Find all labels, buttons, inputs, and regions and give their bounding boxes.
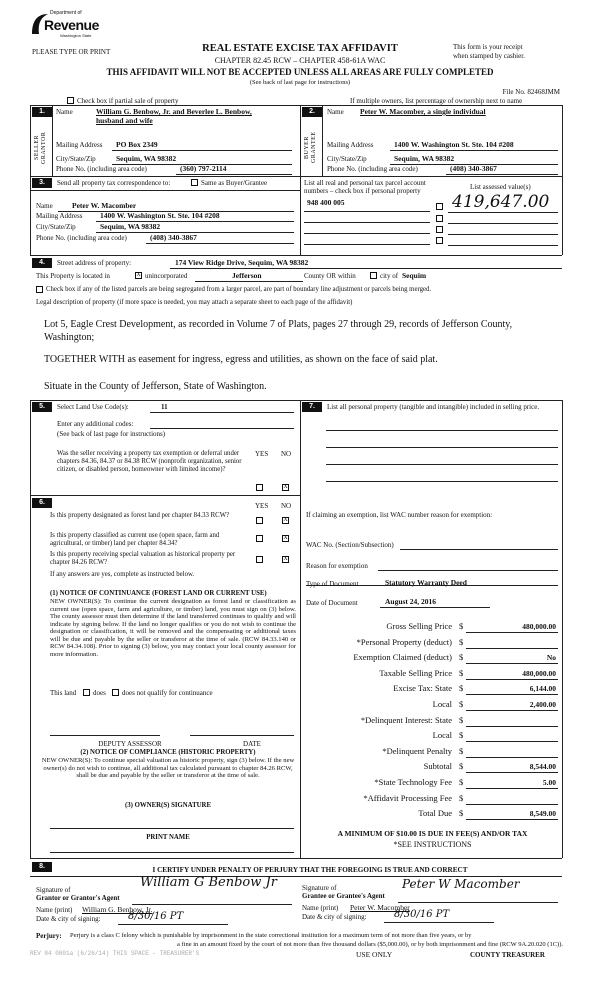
personal-property-checkbox-1[interactable] xyxy=(436,203,443,210)
assessed-value: 419,647.00 xyxy=(452,192,550,212)
does-qualify-checkbox[interactable] xyxy=(83,689,90,696)
does-not-label: does not qualify for continuance xyxy=(122,689,213,697)
grantor-date-label: Date & city of signing: xyxy=(36,915,101,923)
seller-name-label: Name xyxy=(56,108,73,116)
corr-city-value: Sequim, WA 98382 xyxy=(100,222,161,231)
exemption-reason-label: Reason for exemption xyxy=(306,562,368,570)
fee-dollar-sign: $ xyxy=(459,652,464,662)
notice2-body: NEW OWNER(S): To continue special valuation as historic property, sign (3) below. If the new owner(s) do not wish to continue, all additional tax calculated pursuant to chapter 84.26 RCW, shall be due and payable by the seller or transferor at the time of sale. xyxy=(41,757,295,780)
section-8-number: 8. xyxy=(32,862,52,872)
same-as-buyer-label: Same as Buyer/Grantee xyxy=(201,179,268,187)
located-in-label: This Property is located in xyxy=(36,272,110,280)
legal-label: Legal description of property (if more space is needed, you may attach a separate sheet to each page of the affidavit) xyxy=(36,299,353,306)
fee-value: 8,549.00 xyxy=(529,809,556,818)
fee-label: Excise Tax: State xyxy=(393,683,452,693)
county-or-label: County OR within xyxy=(304,272,356,280)
fee-dollar-sign: $ xyxy=(459,715,464,725)
forest-no-checkbox[interactable]: X xyxy=(283,517,288,523)
fee-underline xyxy=(466,741,558,742)
fee-label: Total Due xyxy=(418,808,452,818)
buyer-name-value: Peter W. Macomber, a single individual xyxy=(360,107,486,116)
correspondence-label: Send all property tax correspondence to: xyxy=(57,179,171,187)
parcel-number: 948 400 005 xyxy=(307,198,345,207)
segregated-label: Check box if any of the listed parcels are being segregated from a larger parcel, are part of boundary line adjustment or parcels being merged. xyxy=(46,286,432,293)
fee-label: Taxable Selling Price xyxy=(379,668,452,678)
fee-dollar-sign: $ xyxy=(459,793,464,803)
fee-dollar-sign: $ xyxy=(459,730,464,740)
historic-no-checkbox[interactable]: X xyxy=(283,556,288,562)
section-1-number: 1. xyxy=(32,107,52,117)
partial-sale-label: Check box if partial sale of property xyxy=(77,97,179,105)
answers-note: If any answers are yes, complete as instructed below. xyxy=(50,571,195,578)
parcel-label-1: List all real and personal tax parcel account xyxy=(304,179,426,187)
fee-underline xyxy=(466,819,558,820)
buyer-phone-label: Phone No. (including area code) xyxy=(327,165,418,173)
seller-side-label: SELLER GRANTOR xyxy=(34,131,47,164)
corr-name-label: Name xyxy=(36,202,53,210)
s5-no-checkbox[interactable]: X xyxy=(283,484,288,490)
receipt-note-2: when stamped by cashier. xyxy=(453,52,525,60)
exemption-question: Was the seller receiving a property tax exemption or deferral under chapters 84.36, 84.37 or 84.38 RCW (nonprofit organization, senior citizen, or disabled person, homeowner with limited income)? xyxy=(57,450,242,473)
buyer-mailing-value: 1400 W. Washington St. Ste. 104 #208 xyxy=(394,140,514,149)
minimum-due-line1: A MINIMUM OF $10.00 IS DUE IN FEE(S) AND/OR TAX xyxy=(337,829,528,838)
section-3-number: 3. xyxy=(32,178,52,188)
legal-description-2: TOGETHER WITH as easement for ingress, egress and utilities, as shown on the face of said plat. xyxy=(44,354,438,365)
land-use-value: 11 xyxy=(161,403,168,411)
fee-value: 8,544.00 xyxy=(529,762,556,771)
fee-underline xyxy=(466,726,558,727)
doc-date-value: August 24, 2016 xyxy=(385,597,437,606)
notice1-title: (1) NOTICE OF CONTINUANCE (FOREST LAND OR CURRENT USE) xyxy=(50,590,267,597)
legal-description-1: Lot 5, Eagle Crest Development, as recorded in Volume 7 of Plats, pages 27 through 29, records of Jefferson County, Washington; xyxy=(44,319,513,343)
grantor-date-value: 8/30/16 PT xyxy=(128,911,184,922)
land-use-label: Select Land Use Code(s): xyxy=(57,403,129,411)
fee-underline xyxy=(466,648,558,649)
personal-property-checkbox-4[interactable] xyxy=(436,237,443,244)
same-as-buyer-checkbox[interactable] xyxy=(191,179,198,186)
form-warning: THIS AFFIDAVIT WILL NOT BE ACCEPTED UNLESS ALL AREAS ARE FULLY COMPLETED xyxy=(106,67,494,77)
grantee-signature: Peter W Macomber xyxy=(402,877,520,891)
form-code: REV 84 0001a (6/26/14) THIS SPACE – TREASURER'S xyxy=(30,950,200,957)
fee-value: 5.00 xyxy=(542,778,556,787)
logo-dept: Department of xyxy=(50,10,82,16)
perjury-text: Perjury is a class C felony which is punishable by imprisonment in the state correctional institution for a maximum term of not more than five years, or by xyxy=(70,932,472,939)
seller-phone-value: (360) 797-2114 xyxy=(180,164,227,173)
city-value: Sequim xyxy=(402,271,427,280)
fee-label: *Delinquent Interest: State xyxy=(360,715,452,725)
form-subtitle: CHAPTER 82.45 RCW – CHAPTER 458-61A WAC xyxy=(214,56,386,65)
seller-mailing-value: PO Box 2349 xyxy=(116,140,158,149)
forest-yes-checkbox[interactable] xyxy=(256,517,263,524)
seller-name-line1: William G. Benbow, Jr. and Beverlee L. Benbow, xyxy=(96,107,252,116)
fee-dollar-sign: $ xyxy=(459,746,464,756)
additional-codes-label: Enter any additional codes: xyxy=(57,420,134,428)
fee-label: Local xyxy=(432,699,452,709)
fee-dollar-sign: $ xyxy=(459,777,464,787)
section-4-number: 4. xyxy=(32,258,52,268)
section-2-number: 2. xyxy=(302,107,322,117)
historic-yes-checkbox[interactable] xyxy=(256,556,263,563)
personal-property-label: List all personal property (tangible and intangible) included in selling price. xyxy=(327,403,540,411)
fee-underline xyxy=(466,804,558,805)
doc-type-value: Statutory Warranty Deed xyxy=(385,578,467,587)
land-qualify-label: This land xyxy=(50,689,77,697)
s5-yes-checkbox[interactable] xyxy=(256,484,263,491)
print-name-label: PRINT NAME xyxy=(146,834,190,841)
corr-mailing-label: Mailing Address xyxy=(36,212,83,220)
grantee-date-value: 8/30/16 PT xyxy=(394,909,450,920)
county-treasurer-label: COUNTY TREASURER xyxy=(470,951,545,959)
see-back: (See back of last page for instructions) xyxy=(249,79,351,86)
deputy-assessor-label: DEPUTY ASSESSOR xyxy=(98,740,162,748)
current-use-yes-checkbox[interactable] xyxy=(256,535,263,542)
fee-dollar-sign: $ xyxy=(459,668,464,678)
minimum-due-line2: *SEE INSTRUCTIONS xyxy=(393,840,472,849)
fee-value: 6,144.00 xyxy=(529,684,556,693)
buyer-mailing-label: Mailing Address xyxy=(327,141,374,149)
grantee-sig-label-2: Grantee or Grantee's Agent xyxy=(302,892,385,900)
grantee-sig-label-1: Signature of xyxy=(302,884,337,892)
s6-no-header: NO xyxy=(281,502,292,510)
corr-name-value: Peter W. Macomber xyxy=(72,201,137,210)
fee-dollar-sign: $ xyxy=(459,637,464,647)
fee-underline xyxy=(466,694,558,695)
form-title: REAL ESTATE EXCISE TAX AFFIDAVIT xyxy=(202,43,398,54)
buyer-name-label: Name xyxy=(327,108,344,116)
grantor-sig-label-1: Signature of xyxy=(36,886,71,894)
use-only-label: USE ONLY xyxy=(356,950,393,959)
corr-phone-label: Phone No. (including area code) xyxy=(36,234,127,242)
personal-property-checkbox-3[interactable] xyxy=(436,226,443,233)
perjury-fine-text: a fine in an amount fixed by the court of not more than five thousand dollars ($5,000.00), or by both imprisonment and fine (RCW 9A.20.020 (1C)). xyxy=(176,941,563,948)
section-7-number: 7. xyxy=(302,402,322,412)
s6-yes-header: YES xyxy=(255,502,269,510)
perjury-label: Perjury: xyxy=(36,932,62,940)
fee-label: *State Technology Fee xyxy=(374,777,452,787)
grantor-name-label: Name (print) xyxy=(36,906,73,914)
logo-state: Washington State xyxy=(60,33,92,38)
unincorporated-label: unincorporated xyxy=(145,272,188,280)
corr-city-label: City/State/Zip xyxy=(36,223,76,231)
section-6-number: 6. xyxy=(32,498,52,508)
fee-value: 480,000.00 xyxy=(522,622,556,631)
fee-underline xyxy=(466,632,558,633)
segregated-checkbox[interactable] xyxy=(36,286,43,293)
buyer-side-label: BUYER GRANTEE xyxy=(304,131,317,164)
fee-dollar-sign: $ xyxy=(459,621,464,631)
assessed-label: List assessed value(s) xyxy=(470,183,531,191)
seller-mailing-label: Mailing Address xyxy=(56,141,103,149)
within-city-checkbox[interactable] xyxy=(370,272,377,279)
unincorporated-checkbox[interactable]: X xyxy=(136,272,141,278)
historic-question: Is this property receiving special valuation as historical property per chapter 84.26 RCW? xyxy=(50,551,236,566)
grantor-sig-label-2: Grantor or Grantor's Agent xyxy=(36,894,120,902)
additional-codes-note: (See back of last page for instructions) xyxy=(57,430,166,438)
grantee-name-value: Peter W. Macomber xyxy=(350,903,410,912)
street-value: 174 View Ridge Drive, Sequim, WA 98382 xyxy=(175,258,309,267)
city-of-label: city of xyxy=(380,272,399,280)
current-use-question: Is this property classified as current use (open space, farm and agricultural, or timber) land per chapter 84.34? xyxy=(50,532,220,547)
logo-revenue: Revenue xyxy=(44,17,99,33)
fee-label: Exemption Claimed (deduct) xyxy=(353,652,452,662)
revenue-logo xyxy=(30,9,102,43)
fee-underline xyxy=(466,663,558,664)
section-5-number: 5. xyxy=(32,402,52,412)
assessor-date-label: DATE xyxy=(243,740,261,748)
fee-underline xyxy=(466,772,558,773)
seller-name-line2: husband and wife xyxy=(96,116,153,125)
fee-label: *Affidavit Processing Fee xyxy=(363,793,452,803)
fee-underline xyxy=(466,788,558,789)
fee-underline xyxy=(466,710,558,711)
legal-description-3: Situate in the County of Jefferson, State of Washington. xyxy=(44,381,267,392)
county-value: Jefferson xyxy=(232,271,262,280)
grantee-date-label: Date & city of signing: xyxy=(302,913,367,921)
fee-dollar-sign: $ xyxy=(459,761,464,771)
buyer-city-value: Sequim, WA 98382 xyxy=(394,154,455,163)
fee-value: 2,400.00 xyxy=(529,700,556,709)
street-label: Street address of property: xyxy=(57,259,132,267)
s5-yes-header: YES xyxy=(255,450,269,458)
fee-dollar-sign: $ xyxy=(459,699,464,709)
please-type: PLEASE TYPE OR PRINT xyxy=(32,48,111,56)
corr-phone-value: (408) 340-3867 xyxy=(150,233,197,242)
current-use-no-checkbox[interactable]: X xyxy=(283,535,288,541)
fee-underline xyxy=(466,757,558,758)
grantor-name-value: William G. Benbow, Jr. xyxy=(82,905,153,914)
doc-date-label: Date of Document xyxy=(306,599,358,607)
notice1-body: NEW OWNER(S): To continue the current designation as forest land or classification as current use (open space, farm and agriculture, or timber) land, you must sign on (3) below. The county assessor must then determine if the land transferred continues to qualify and will indicate by signing below. If the land no longer qualifies or you do not wish to continue the designation or classification, it will be removed and the compensating or additional taxes will be due and payable by the seller or transferor at the time of sale. (RCW 84.33.140 or RCW 84.34.108). Prior to signing (3) below, you may contact your local county assessor for more information. xyxy=(50,598,296,659)
grantee-name-label: Name (print) xyxy=(302,904,339,912)
exemption-wac-label: If claiming an exemption, list WAC number reason for exemption: xyxy=(306,511,493,519)
personal-property-checkbox-2[interactable] xyxy=(436,215,443,222)
multiple-owners-note: If multiple owners, list percentage of ownership next to name xyxy=(350,97,523,105)
s5-no-header: NO xyxy=(281,450,292,458)
file-number: File No. 82468JMM xyxy=(502,88,560,96)
seller-phone-label: Phone No. (including area code) xyxy=(56,165,147,173)
fee-label: *Personal Property (deduct) xyxy=(356,637,452,647)
wac-no-label: WAC No. (Section/Subsection) xyxy=(306,541,394,549)
grantor-signature: William G Benbow Jr xyxy=(140,875,277,890)
fee-label: *Delinquent Penalty xyxy=(382,746,452,756)
certify-statement: I CERTIFY UNDER PENALTY OF PERJURY THAT THE FOREGOING IS TRUE AND CORRECT xyxy=(152,866,468,874)
partial-sale-checkbox[interactable] xyxy=(67,97,74,104)
buyer-phone-value: (408) 340-3867 xyxy=(450,164,497,173)
fee-label: Gross Selling Price xyxy=(386,621,452,631)
does-label: does xyxy=(93,689,106,697)
seller-city-label: City/State/Zip xyxy=(56,155,96,163)
corr-mailing-value: 1400 W. Washington St. Ste. 104 #208 xyxy=(100,211,220,220)
forest-question: Is this property designated as forest land per chapter 84.33 RCW? xyxy=(50,512,230,519)
fee-underline xyxy=(466,679,558,680)
fee-label: Subtotal xyxy=(423,761,452,771)
owner-signature-label: (3) OWNER(S) SIGNATURE xyxy=(125,802,211,809)
seller-city-value: Sequim, WA 98382 xyxy=(116,154,177,163)
receipt-note-1: This form is your receipt xyxy=(453,43,523,51)
parcel-label-2: numbers – check box if personal property xyxy=(304,187,421,195)
notice2-title: (2) NOTICE OF COMPLIANCE (HISTORIC PROPERTY) xyxy=(80,749,256,756)
doc-type-label: Type of Document xyxy=(306,580,359,588)
buyer-city-label: City/State/Zip xyxy=(327,155,367,163)
fee-dollar-sign: $ xyxy=(459,683,464,693)
fee-value: No xyxy=(546,653,556,662)
fee-label: Local xyxy=(432,730,452,740)
fee-value: 480,000.00 xyxy=(522,669,556,678)
does-not-qualify-checkbox[interactable] xyxy=(112,689,119,696)
fee-dollar-sign: $ xyxy=(459,808,464,818)
